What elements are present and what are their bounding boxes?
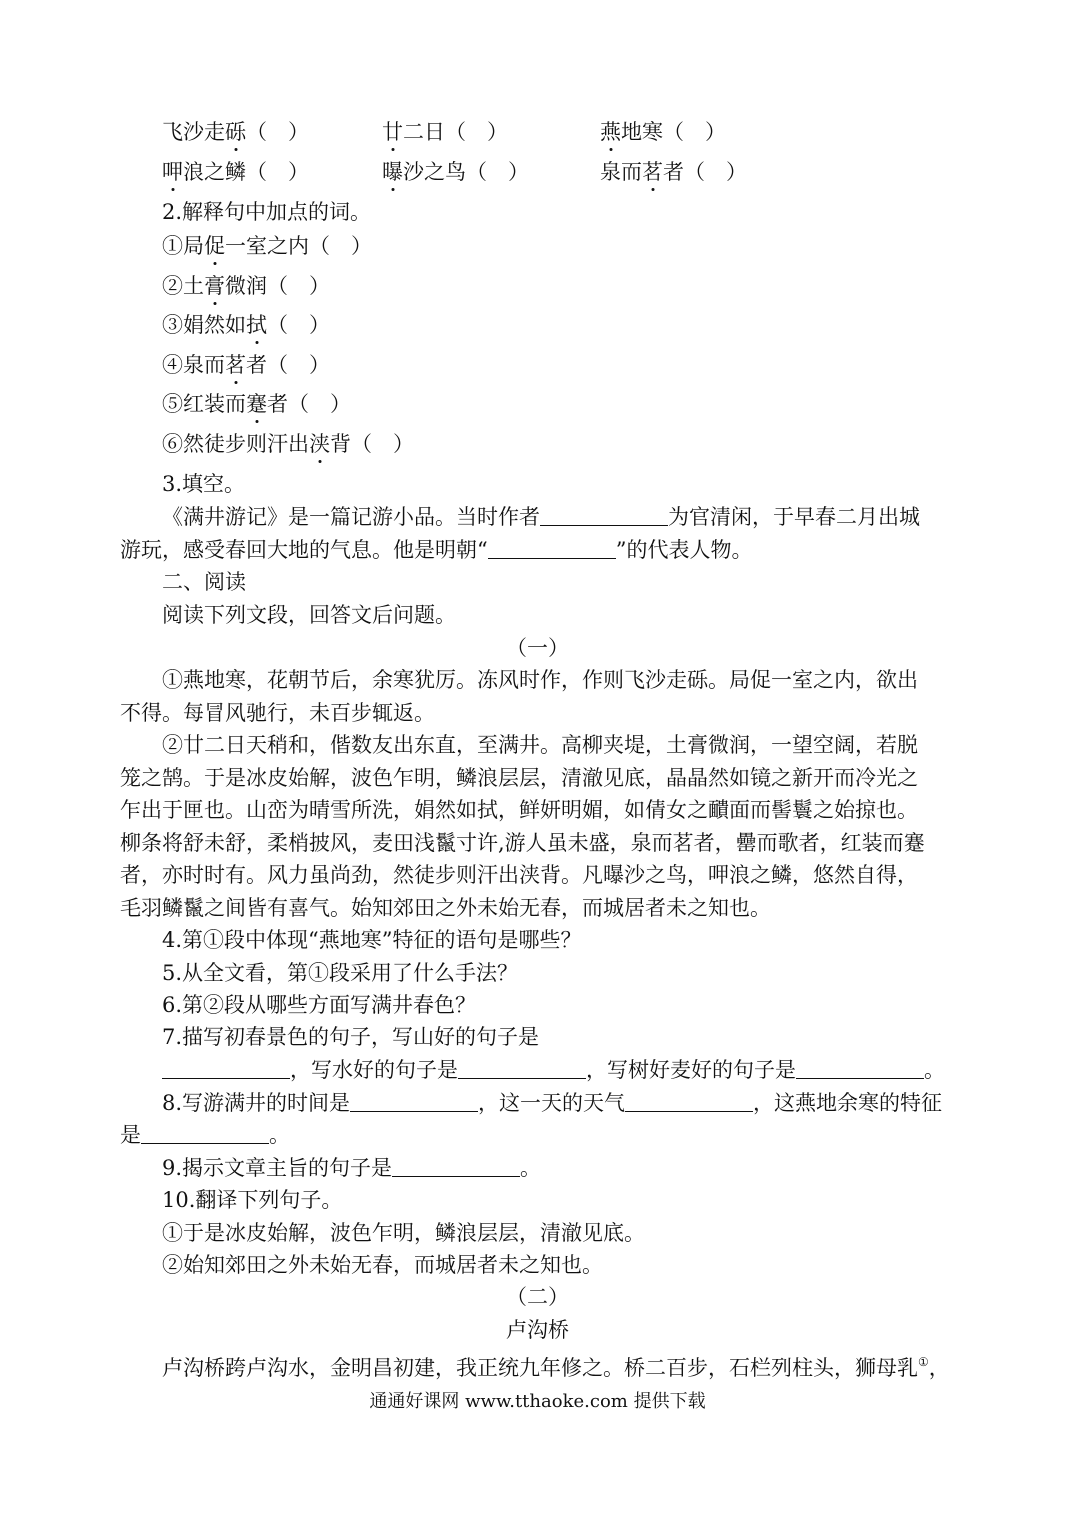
question-3-line: 《满井游记》是一篇记游小品。当时作者 为官清闲，于早春二月出城: [162, 505, 920, 529]
question-3-title: 3.填空。: [162, 472, 246, 496]
answer-blank[interactable]: [458, 1058, 586, 1079]
passage-line: ①燕地寒，花朝节后，余寒犹厉。冻风时作，作则飞沙走砾。局促一室之内，欲出: [162, 668, 918, 692]
part-2-heading: （二）: [506, 1285, 569, 1309]
passage-line: ②廿二日天稍和，偕数友出东直，至满井。高柳夹堤，土膏微润，一望空阔，若脱: [162, 733, 918, 757]
question-8-line: 是 。: [120, 1123, 290, 1147]
passage-line: 毛羽鳞鬣之间皆有喜气。始知郊田之外未始无春，而城居者未之知也。: [120, 896, 771, 920]
question-3-line: 游玩，感受春回大地的气息。他是明朝“ ”的代表人物。: [120, 538, 753, 562]
answer-blank[interactable]: [350, 1091, 478, 1112]
answer-blank[interactable]: [540, 505, 668, 526]
footer: 通通好课网 www.tthaoke.com 提供下载: [369, 1391, 706, 1412]
answer-blank[interactable]: [625, 1091, 753, 1112]
question-10-sentence: ②始知郊田之外未始无春，而城居者未之知也。: [162, 1253, 603, 1277]
answer-blank[interactable]: [488, 538, 616, 559]
answer-blank[interactable]: [162, 1058, 290, 1079]
vocab-item: 曝沙之鸟（ ）: [382, 160, 529, 184]
passage-line: 者，亦时时有。风力虽尚劲，然徒步则汗出浃背。凡曝沙之鸟，呷浪之鳞，悠然自得，: [120, 863, 918, 887]
answer-blank[interactable]: [796, 1058, 924, 1079]
question-2-item: ⑥然徒步则汗出浃背（ ）: [162, 432, 414, 456]
vocab-item: 燕地寒（ ）: [600, 120, 726, 144]
passage-line: 乍出于匣也。山峦为晴雪所洗，娟然如拭，鲜妍明媚，如倩女之靧面而髻鬟之始掠也。: [120, 798, 918, 822]
instruction: 阅读下列文段，回答文后问题。: [162, 603, 456, 627]
question-8: 8.写游满井的时间是 ，这一天的天气 ，这燕地余寒的特征: [162, 1091, 943, 1115]
passage-line: 笼之鹄。于是冰皮始解，波色乍明，鳞浪层层，清澈见底，晶晶然如镜之新开而冷光之: [120, 766, 918, 790]
vocab-item: 飞沙走砾（ ）: [162, 120, 309, 144]
question-6: 6.第②段从哪些方面写满井春色？: [162, 993, 477, 1017]
section-heading: 二、阅读: [162, 570, 246, 594]
passage-line: 不得。每冒风驰行，未百步辄返。: [120, 701, 435, 725]
question-10-title: 10.翻译下列句子。: [162, 1188, 343, 1212]
question-10-sentence: ①于是冰皮始解，波色乍明，鳞浪层层，清澈见底。: [162, 1221, 645, 1245]
question-2-title: 2.解释句中加点的词。: [162, 200, 372, 224]
footnote-marker: ①: [918, 1355, 929, 1369]
vocab-item: 呷浪之鳞（ ）: [162, 160, 309, 184]
question-2-item: ⑤红装而蹇者（ ）: [162, 392, 351, 416]
passage-title: 卢沟桥: [506, 1318, 569, 1342]
vocab-item: 廿二日（ ）: [382, 120, 508, 144]
question-7: 7.描写初春景色的句子，写山好的句子是: [162, 1025, 540, 1049]
part-1-heading: （一）: [506, 636, 569, 660]
vocab-item: 泉而茗者（ ）: [600, 160, 747, 184]
question-5: 5.从全文看，第①段采用了什么手法？: [162, 961, 519, 985]
question-2-item: ①局促一室之内（ ）: [162, 234, 372, 258]
question-7-line: ，写水好的句子是 ，写树好麦好的句子是 。: [0, 1056, 1075, 1084]
passage-line: 柳条将舒未舒，柔梢披风，麦田浅鬣寸许,游人虽未盛，泉而茗者，罍而歌者，红装而蹇: [120, 831, 925, 855]
question-2-item: ④泉而茗者（ ）: [162, 353, 330, 377]
answer-blank[interactable]: [392, 1156, 520, 1177]
question-4: 4.第①段中体现“燕地寒”特征的语句是哪些？: [162, 928, 582, 952]
question-2-item: ②土膏微润（ ）: [162, 274, 330, 298]
question-2-item: ③娟然如拭（ ）: [162, 313, 330, 337]
question-9: 9.揭示文章主旨的句子是 。: [162, 1156, 542, 1180]
passage-line: 卢沟桥跨卢沟水，金明昌初建，我正统九年修之。桥二百步，石栏列柱头，狮母乳①，: [162, 1355, 950, 1380]
answer-blank[interactable]: [141, 1123, 269, 1144]
